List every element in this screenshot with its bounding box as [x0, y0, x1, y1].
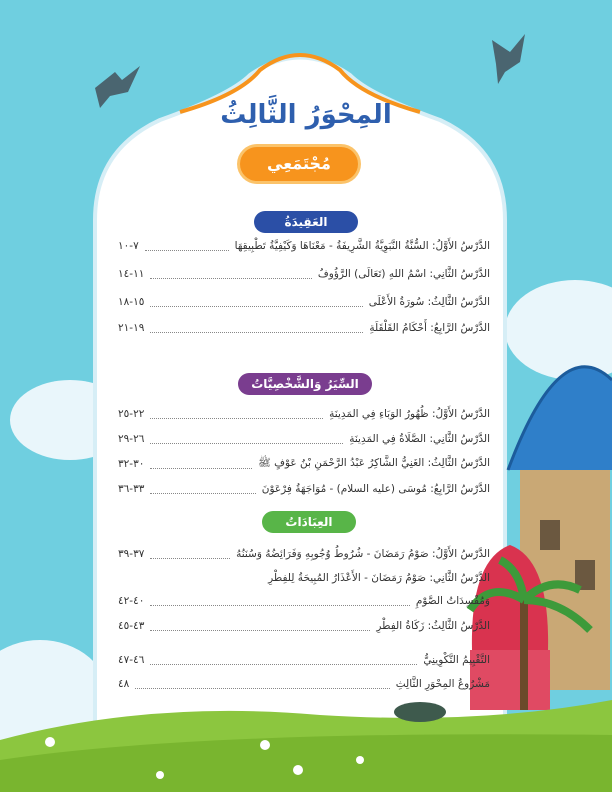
unit-badge: مُجْتَمَعِي — [240, 147, 358, 181]
toc-entry-title: الدَّرْسُ الثَّالِثُ: سُورَةُ الأَعْلَى — [368, 296, 490, 308]
dot-leader — [150, 493, 255, 494]
dot-leader — [150, 664, 417, 665]
toc-entry[interactable] — [118, 568, 490, 588]
toc-entry[interactable] — [118, 292, 490, 312]
toc-entry[interactable] — [118, 544, 490, 564]
toc-entry-pages: ٤٣-٤٥ — [118, 620, 145, 632]
toc-entry-title: الدَّرْسُ الثَّانِي: الصَّلَاةُ فِي المَدِينَةِ — [349, 433, 490, 445]
toc-entry-title: الدَّرْسُ الثَّانِي: صَوْمُ رَمَضَانَ - الأَعْذَارُ المُبِيحَةُ لِلفِطْرِ — [268, 572, 490, 584]
toc-entry-title: الدَّرْسُ الرَّابِعُ: أَحْكَامُ القَلْقَلَةِ — [369, 322, 490, 334]
section-label-ibadat: العِبَادَاتُ — [262, 511, 356, 533]
toc-entry-pages: ٣٧-٣٩ — [118, 548, 145, 560]
dot-leader — [145, 250, 229, 251]
toc-entry[interactable] — [118, 591, 490, 611]
toc-entry-pages: ١١-١٤ — [118, 268, 145, 280]
page-title: المِحْوَرُ الثَّالِثُ — [220, 100, 392, 130]
dot-leader — [150, 605, 409, 606]
toc-entry-title: الدَّرْسُ الثَّالِثُ: زَكَاةُ الفِطْرِ — [376, 620, 490, 632]
toc-entry-title: الدَّرْسُ الثَّالِثُ: الغَنِيُّ الشَّاكِرُ عَبْدُ الرَّحْمَنِ بْنُ عَوْفٍ ﷺ — [258, 456, 490, 469]
toc-entry[interactable] — [118, 454, 490, 474]
toc-entry[interactable] — [118, 616, 490, 636]
dot-leader — [150, 418, 323, 419]
dot-leader — [135, 688, 389, 689]
dot-leader — [150, 332, 363, 333]
toc-entry[interactable] — [118, 264, 490, 284]
dot-leader — [150, 630, 370, 631]
dot-leader — [150, 468, 252, 469]
toc-entry-pages: ٢٦-٢٩ — [118, 433, 145, 445]
section-label-seerah: السِّيَرُ وَالشَّخْصِيَّاتُ — [238, 373, 372, 395]
toc-entry-title: التَّقْيِيمُ التَّكْوِينِيُّ — [423, 654, 490, 666]
toc-entry-pages: ٤٠-٤٢ — [118, 595, 145, 607]
dot-leader — [150, 278, 312, 279]
toc-entry-pages: ١٩-٢١ — [118, 322, 145, 334]
toc-entry[interactable] — [118, 236, 490, 256]
toc-entry[interactable] — [118, 479, 490, 499]
toc-entry-title: وَمُفْسِدَاتُ الصَّوْمِ — [415, 595, 490, 607]
toc-entry-title: الدَّرْسُ الرَّابِعُ: مُوسَى (عليه السلام) - مُوَاجَهَةُ فِرْعَوْنَ — [261, 483, 490, 495]
toc-entry[interactable] — [118, 429, 490, 449]
toc-entry-title: الدَّرْسُ الأَوَّلُ: صَوْمُ رَمَضَانَ - شُرُوطُ وُجُوبِهِ وَفَرَائِضُهُ وَسُنَنُهُ — [236, 548, 490, 560]
toc-entry[interactable] — [118, 404, 490, 424]
toc-entry-pages: ٧-١٠ — [118, 240, 139, 252]
toc-entry-pages: ١٥-١٨ — [118, 296, 145, 308]
toc-entry-pages: ٣٠-٣٢ — [118, 458, 145, 470]
toc-entry-title: الدَّرْسُ الثَّانِي: اسْمُ اللهِ (تَعَالَى) الرَّؤُوفُ — [317, 268, 490, 280]
dot-leader — [150, 306, 362, 307]
dot-leader — [150, 558, 230, 559]
toc-entry-pages: ٢٢-٢٥ — [118, 408, 145, 420]
dot-leader — [150, 443, 343, 444]
toc-entry[interactable] — [118, 318, 490, 338]
toc-entry-title: مَشْرُوعُ المِحْوَرِ الثَّالِثِ — [395, 678, 490, 690]
toc-entry-pages: ٣٣-٣٦ — [118, 483, 145, 495]
section-label-aqeedah: العَقِيدَةُ — [254, 211, 358, 233]
toc-entry[interactable] — [118, 650, 490, 670]
toc-entry-title: الدَّرْسُ الأَوَّلُ: ظُهُورُ الوَبَاءِ فِي المَدِينَةِ — [329, 408, 490, 420]
toc-entry[interactable] — [118, 674, 490, 694]
toc-entry-pages: ٤٨ — [118, 678, 130, 690]
toc-entry-title: الدَّرْسُ الأَوَّلُ: السُّنَّةُ النَّبَوِيَّةُ الشَّرِيفَةُ - مَعْنَاهَا وَكَيْفِيَّةُ تَطْبِيقِهَا — [234, 240, 490, 252]
toc-entry-pages: ٤٦-٤٧ — [118, 654, 145, 666]
